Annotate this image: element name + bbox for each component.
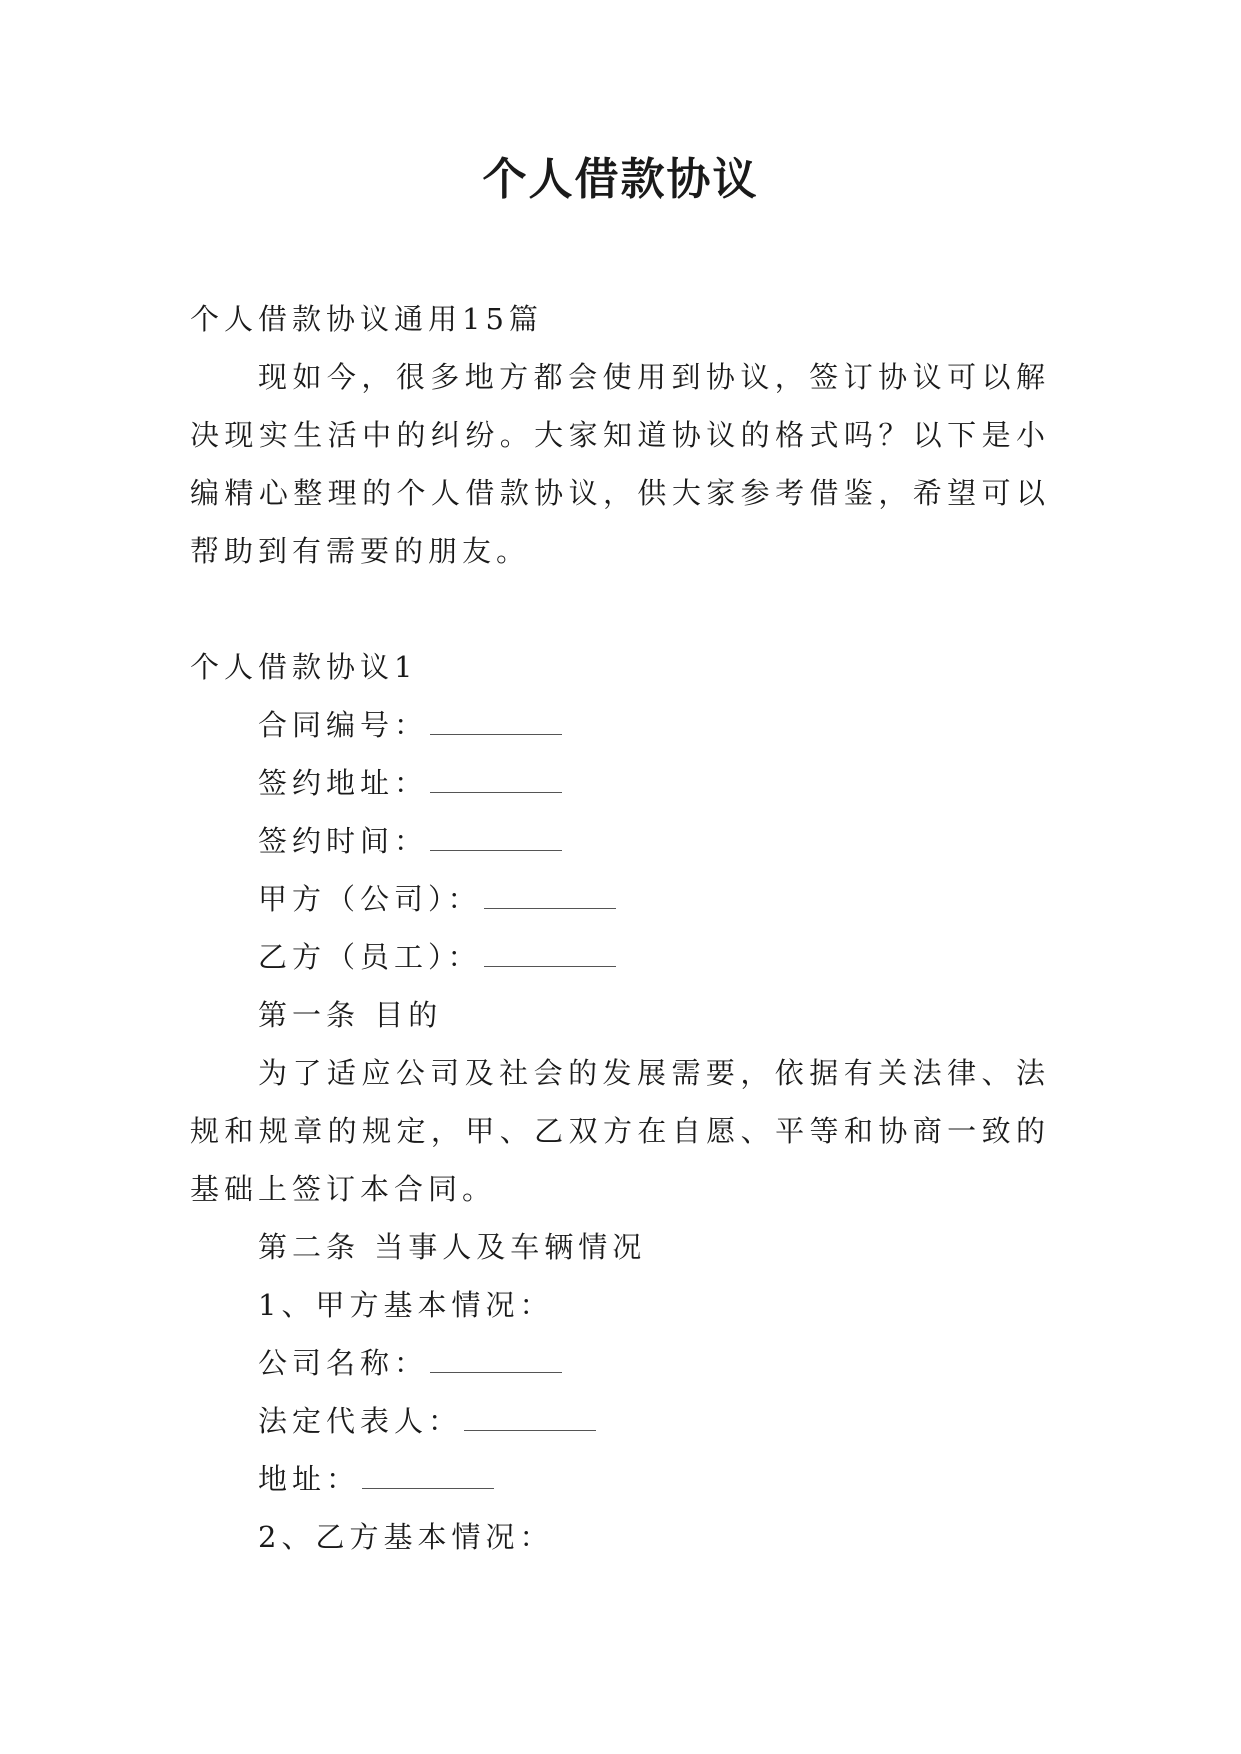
article-2-heading: 第二条 当事人及车辆情况 <box>258 1230 647 1264</box>
sign-place-blank <box>430 770 562 793</box>
sign-time-label: 签约时间： <box>258 824 429 858</box>
legal-rep-label: 法定代表人： <box>258 1404 463 1438</box>
sign-place-field <box>190 754 1050 812</box>
party-a-field <box>190 870 1050 928</box>
sign-place-label: 签约地址： <box>258 766 429 800</box>
sign-time-blank <box>430 828 562 851</box>
party-b-label: 乙方（员工）： <box>258 940 482 974</box>
article-1-heading: 第一条 目的 <box>258 998 443 1032</box>
legal-rep-blank <box>464 1408 596 1431</box>
sign-time-field <box>190 812 1050 870</box>
party-a-blank <box>484 886 616 909</box>
company-name-field <box>190 1334 1050 1392</box>
party-a-label: 甲方（公司）： <box>258 882 482 916</box>
intro-paragraph: 现如今，很多地方都会使用到协议，签订协议可以解决现实生活中的纠纷。大家知道协议的格式吗？以下是小编精心整理的个人借款协议，供大家参考借鉴，希望可以帮助到有需要的朋友。 <box>190 360 1050 568</box>
address-blank <box>362 1466 494 1489</box>
contract-no-field <box>190 696 1050 754</box>
contract-no-label: 合同编号： <box>258 708 429 742</box>
article-1-text: 为了适应公司及社会的发展需要，依据有关法律、法规和规章的规定，甲、乙双方在自愿、平等和协商一致的基础上签订本合同。 <box>190 1056 1050 1206</box>
company-name-label: 公司名称： <box>258 1346 429 1380</box>
subtitle: 个人借款协议通用15篇 <box>190 302 543 336</box>
legal-rep-field <box>190 1392 1050 1450</box>
party-a-info-heading: 1、甲方基本情况： <box>258 1288 554 1322</box>
address-field <box>190 1450 1050 1508</box>
address-label: 地址： <box>258 1462 361 1496</box>
document-body <box>190 290 1050 1566</box>
contract-no-blank <box>430 712 562 735</box>
party-b-info-heading: 2、乙方基本情况： <box>258 1520 554 1554</box>
spacer <box>190 580 1050 638</box>
section-heading: 个人借款协议1 <box>190 650 418 684</box>
party-b-field <box>190 928 1050 986</box>
party-b-blank <box>484 944 616 967</box>
document-title: 个人借款协议 <box>482 154 759 205</box>
company-name-blank <box>430 1350 562 1373</box>
